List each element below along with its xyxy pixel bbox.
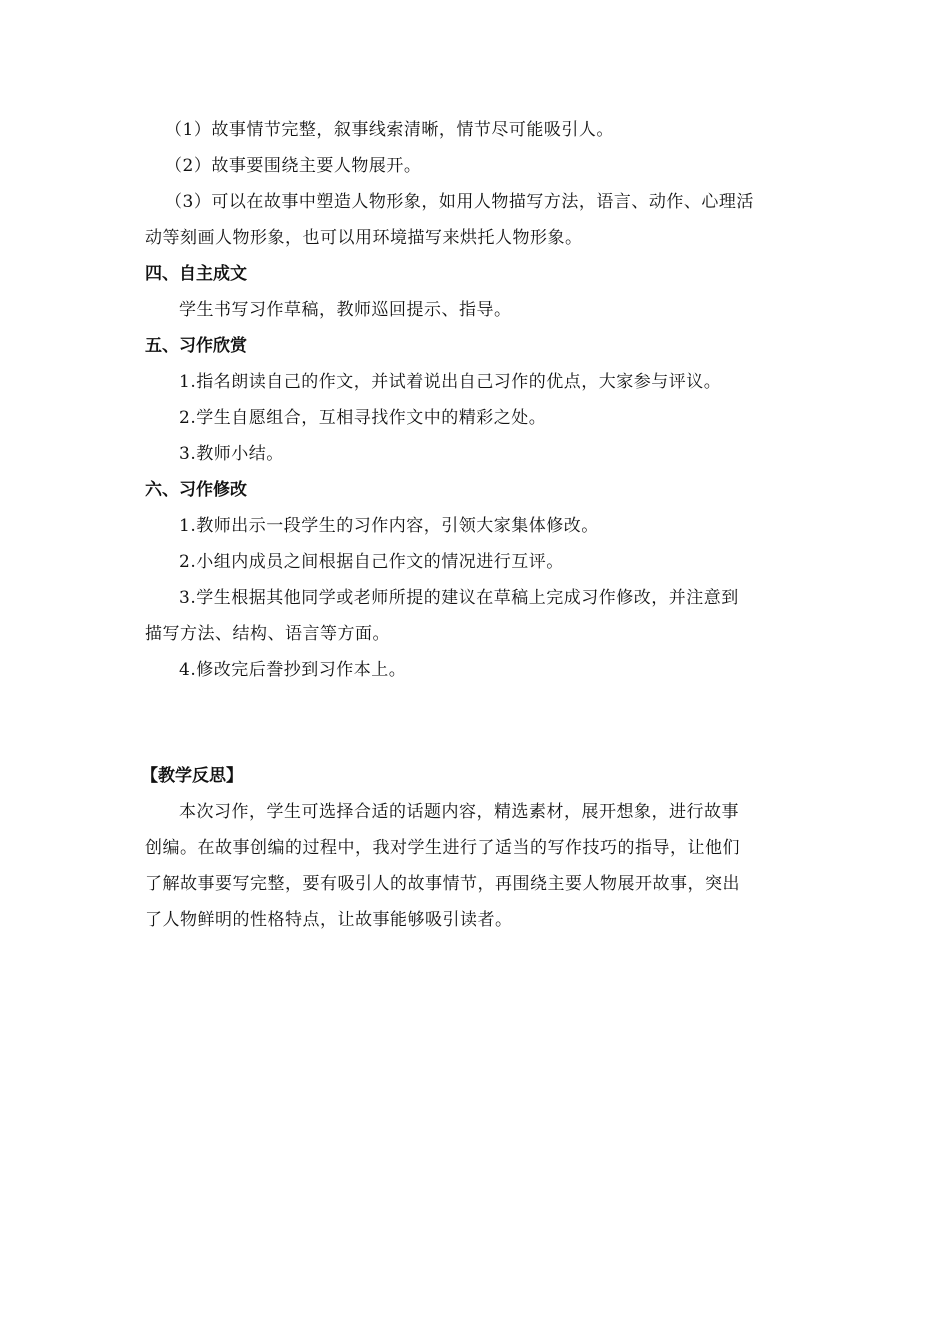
reflection-line: 了解故事要写完整，要有吸引人的故事情节，再围绕主要人物展开故事，突出 bbox=[145, 874, 740, 894]
requirement-line: （2）故事要围绕主要人物展开。 bbox=[165, 156, 422, 176]
section-5-line: 2.学生自愿组合，互相寻找作文中的精彩之处。 bbox=[179, 408, 547, 428]
section-4-line: 学生书写习作草稿，教师巡回提示、指导。 bbox=[179, 300, 512, 320]
section-6-line: 4.修改完后誊抄到习作本上。 bbox=[179, 660, 407, 680]
section-heading-6: 六、习作修改 bbox=[145, 480, 247, 500]
section-6-line: 1.教师出示一段学生的习作内容，引领大家集体修改。 bbox=[179, 516, 599, 536]
requirement-line: 动等刻画人物形象，也可以用环境描写来烘托人物形象。 bbox=[145, 228, 583, 248]
section-6-line: 3.学生根据其他同学或老师所提的建议在草稿上完成习作修改，并注意到 bbox=[179, 588, 739, 608]
section-5-line: 3.教师小结。 bbox=[179, 444, 284, 464]
requirement-line: （1）故事情节完整，叙事线索清晰，情节尽可能吸引人。 bbox=[165, 120, 614, 140]
spacer bbox=[145, 688, 805, 758]
reflection-title: 【教学反思】 bbox=[141, 766, 243, 786]
section-heading-4: 四、自主成文 bbox=[145, 264, 247, 284]
section-6-line: 2.小组内成员之间根据自己作文的情况进行互评。 bbox=[179, 552, 564, 572]
reflection-line: 本次习作，学生可选择合适的话题内容，精选素材，展开想象，进行故事 bbox=[179, 802, 739, 822]
requirement-line: （3）可以在故事中塑造人物形象，如用人物描写方法，语言、动作、心理活 bbox=[165, 192, 754, 212]
reflection-line: 了人物鲜明的性格特点，让故事能够吸引读者。 bbox=[145, 910, 513, 930]
section-6-line: 描写方法、结构、语言等方面。 bbox=[145, 624, 390, 644]
document-body bbox=[141, 112, 805, 938]
reflection-line: 创编。在故事创编的过程中，我对学生进行了适当的写作技巧的指导，让他们 bbox=[145, 838, 740, 858]
section-heading-5: 五、习作欣赏 bbox=[145, 336, 247, 356]
section-5-line: 1.指名朗读自己的作文，并试着说出自己习作的优点，大家参与评议。 bbox=[179, 372, 722, 392]
